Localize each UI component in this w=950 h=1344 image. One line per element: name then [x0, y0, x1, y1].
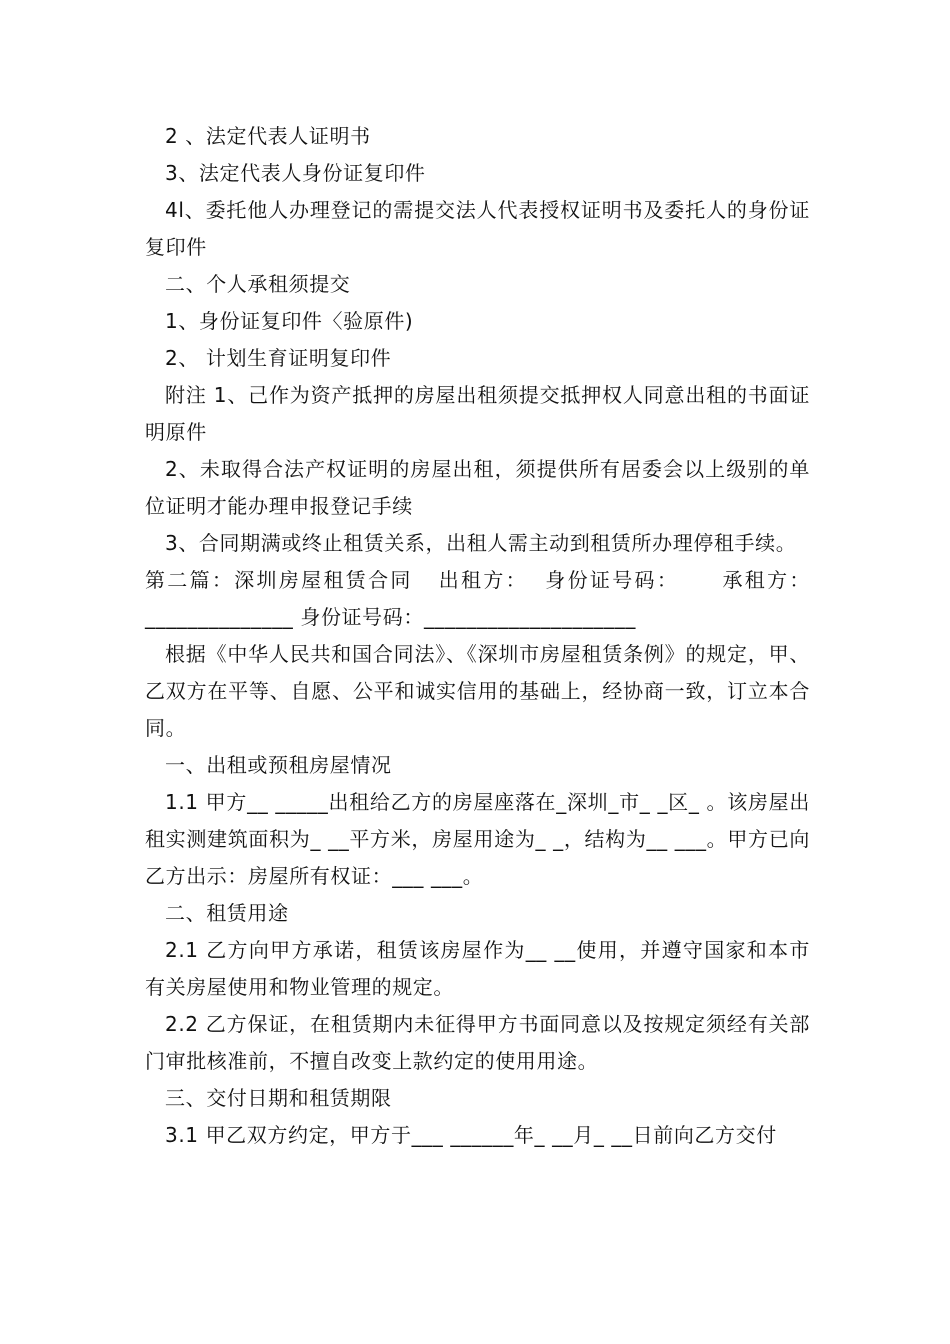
clause-2-2: 2.2 乙方保证，在租赁期内未征得甲方书面同意以及按规定须经有关部门审批核准前，不擅自改变上款约定的使用用途。 — [145, 1012, 810, 1073]
paragraph-item-2-legal-rep-certificate: 2 、法定代表人证明书 — [165, 124, 371, 148]
paragraph-note-1-mortgage: 附注 1、己作为资产抵押的房屋出租须提交抵押权人同意出租的书面证明原件 — [145, 383, 811, 444]
section-heading-individual-lessee: 二、个人承租须提交 — [165, 272, 351, 296]
paragraph-note-3-contract-end: 3、合同期满或终止租赁关系，出租人需主动到租赁所办理停租手续。 — [165, 531, 797, 555]
section-heading-delivery-term: 三、交付日期和租赁期限 — [165, 1086, 392, 1110]
paragraph-id-copy: 1、身份证复印件〈验原件) — [165, 309, 414, 333]
document-body — [145, 118, 810, 1154]
clause-3-1: 3.1 甲乙双方约定，甲方于___ ______年_ __月_ __日前向乙方交付 — [165, 1123, 777, 1147]
clause-2-1: 2.1 乙方向甲方承诺，租赁该房屋作为__ __使用，并遵守国家和本市有关房屋使用和物业管理的规定。 — [145, 938, 810, 999]
paragraph-family-planning-copy: 2、 计划生育证明复印件 — [165, 346, 392, 370]
clause-1-1: 1.1 甲方__ _____出租给乙方的房屋座落在_深圳_市_ _区_ 。该房屋出租实测建筑面积为_ __平方米，房屋用途为_ _，结构为__ ___。甲方已向乙方出示：房屋所有权证：___ ___。 — [145, 790, 810, 888]
section-heading-lease-purpose: 二、租赁用途 — [165, 901, 289, 925]
contract-title-parties: 第二篇：深圳房屋租赁合同 出租方： 身份证号码： 承租方：______________ 身份证号码：____________________ — [145, 568, 810, 629]
paragraph-preamble: 根据《中华人民共和国合同法》、《深圳市房屋租赁条例》的规定，甲、乙双方在平等、自愿、公平和诚实信用的基础上，经协商一致，订立本合同。 — [145, 642, 810, 740]
paragraph-item-4-authorization: 4l、委托他人办理登记的需提交法人代表授权证明书及委托人的身份证复印件 — [145, 198, 810, 259]
paragraph-item-3-legal-rep-id-copy: 3、法定代表人身份证复印件 — [165, 161, 426, 185]
section-heading-property-info: 一、出租或预租房屋情况 — [165, 753, 392, 777]
paragraph-note-2-no-title: 2、未取得合法产权证明的房屋出租，须提供所有居委会以上级别的单位证明才能办理申报登记手续 — [145, 457, 810, 518]
